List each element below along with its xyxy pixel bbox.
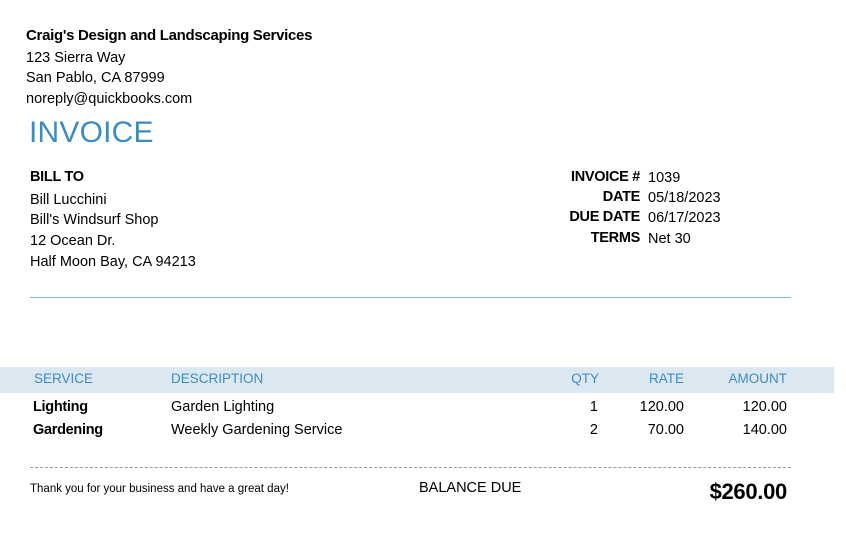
column-header-service: SERVICE: [34, 371, 94, 386]
bill-to-heading: BILL TO: [30, 169, 84, 185]
bill-to-company: Bill's Windsurf Shop: [30, 212, 159, 228]
table-header-band: [0, 367, 834, 393]
row1-amount: 120.00: [742, 399, 787, 415]
due-date-label: DUE DATE: [569, 209, 640, 225]
invoice-title: INVOICE: [29, 116, 154, 149]
column-header-rate: RATE: [648, 371, 684, 386]
row1-description: Garden Lighting: [171, 399, 275, 415]
row2-amount: 140.00: [742, 422, 787, 438]
due-date-value: 06/17/2023: [648, 210, 721, 226]
date-label: DATE: [602, 189, 640, 205]
bill-to-street: 12 Ocean Dr.: [30, 233, 116, 249]
column-header-amount: AMOUNT: [728, 371, 787, 386]
column-header-qty: QTY: [571, 371, 599, 386]
row1-service: Lighting: [33, 399, 88, 415]
row2-service: Gardening: [33, 422, 103, 438]
bill-to-name: Bill Lucchini: [30, 192, 107, 208]
row2-rate: 70.00: [647, 422, 684, 438]
row2-qty: 2: [589, 422, 598, 438]
balance-due-value: $260.00: [709, 479, 787, 504]
company-address-line1: 123 Sierra Way: [26, 50, 126, 66]
row2-description: Weekly Gardening Service: [171, 422, 343, 438]
terms-value: Net 30: [648, 231, 691, 247]
thank-you-message: Thank you for your business and have a great day!: [30, 483, 289, 495]
row1-qty: 1: [589, 399, 598, 415]
company-name: Craig's Design and Landscaping Services: [26, 27, 313, 44]
bill-to-city: Half Moon Bay, CA 94213: [30, 254, 196, 270]
column-header-description: DESCRIPTION: [171, 371, 264, 386]
row1-rate: 120.00: [639, 399, 684, 415]
invoice-number-label: INVOICE #: [570, 169, 640, 185]
totals-divider: [30, 467, 791, 468]
company-address-line2: San Pablo, CA 87999: [26, 70, 165, 86]
balance-due-label: BALANCE DUE: [419, 480, 522, 496]
invoice-number-value: 1039: [648, 170, 681, 186]
company-email: noreply@quickbooks.com: [26, 91, 193, 107]
date-value: 05/18/2023: [648, 190, 721, 206]
section-divider: [30, 297, 791, 298]
terms-label: TERMS: [590, 230, 640, 246]
